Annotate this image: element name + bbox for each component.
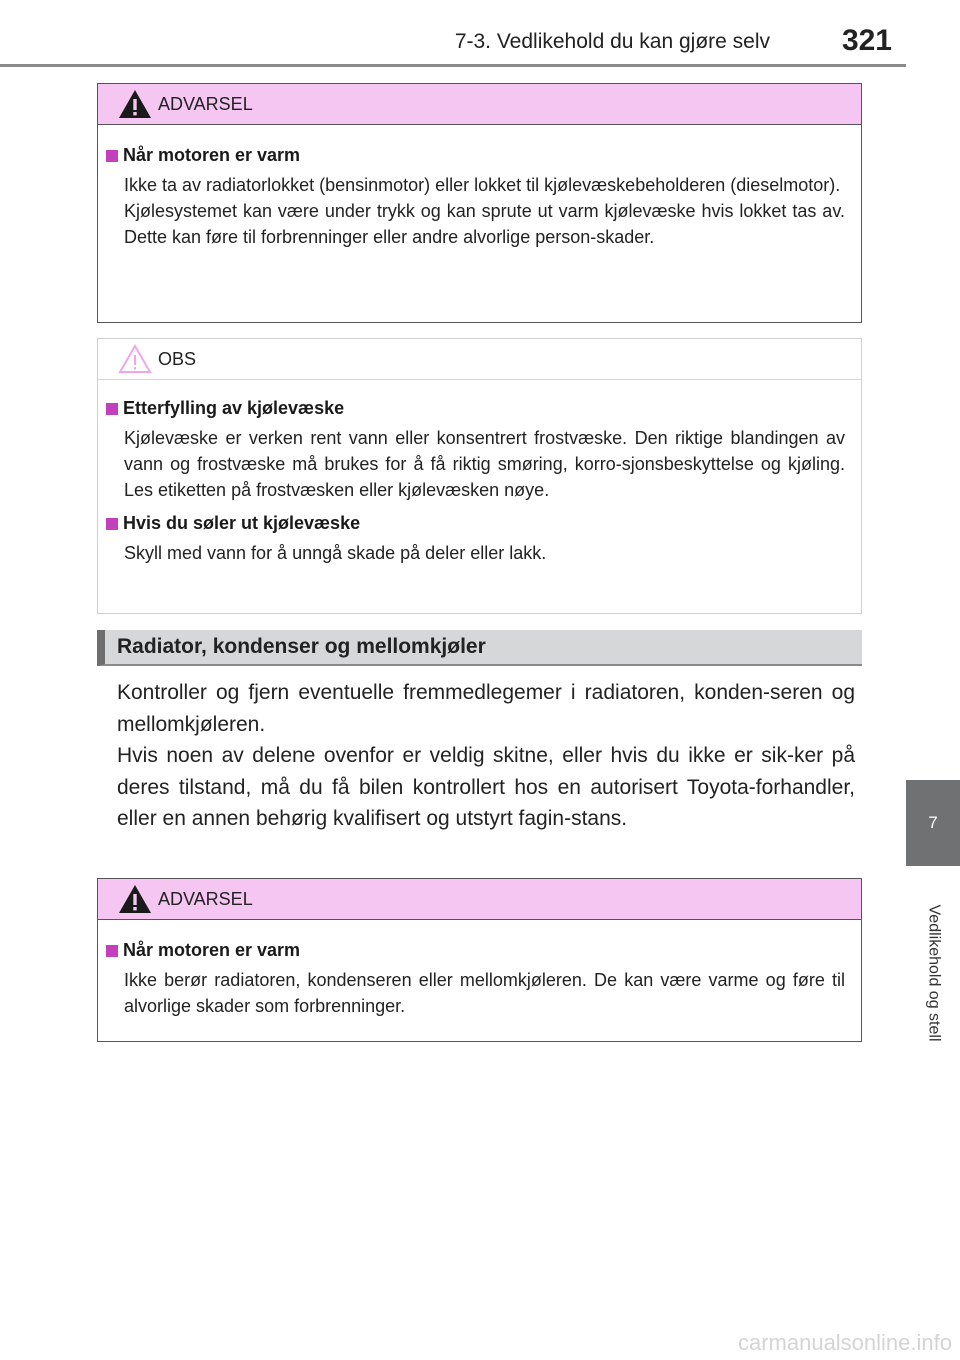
warning-heading — [106, 145, 845, 166]
page-number: 321 — [841, 24, 892, 57]
page-header-title: 7-3. Vedlikehold du kan gjøre selv — [454, 30, 770, 53]
notice-heading-text: Etterfylling av kjølevæske — [123, 398, 345, 418]
section-body — [117, 677, 855, 835]
warning-triangle-icon — [118, 88, 152, 120]
warning-box-header — [98, 84, 861, 125]
notice-heading — [106, 513, 845, 534]
watermark: carmanualsonline.info — [737, 1330, 952, 1355]
warning-box-radiator-hot — [97, 878, 862, 1042]
notice-label: OBS — [158, 348, 197, 369]
warning-box-body — [98, 125, 861, 250]
warning-box-engine-hot — [97, 83, 862, 323]
notice-paragraph: Kjølevæske er verken rent vann eller konsentrert frostvæske. Den riktige blandingen av vann og frostvæske må brukes for å få riktig smøring, korro-sjonsbeskyttelse og kjøling. Les etiketten på frostvæsken eller kjølevæsken nøye. — [124, 428, 845, 500]
warning-box-body — [98, 920, 861, 1019]
warning-box-header — [98, 879, 861, 920]
bullet-square-icon — [106, 150, 118, 162]
header-rule — [0, 64, 906, 67]
notice-heading-text: Hvis du søler ut kjølevæske — [123, 513, 361, 533]
warning-label: ADVARSEL — [158, 888, 253, 909]
warning-paragraph: Ikke berør radiatoren, kondenseren eller mellomkjøleren. De kan være varme og føre til alvorlige skader som forbrenninger. — [124, 970, 845, 1016]
notice-box-coolant — [97, 338, 862, 614]
notice-heading — [106, 398, 845, 419]
caution-triangle-icon — [118, 343, 152, 375]
section-heading — [97, 630, 862, 666]
chapter-side-label — [906, 878, 960, 1068]
warning-paragraph: Ikke ta av radiatorlokket (bensinmotor) eller lokket til kjølevæskebeholderen (dieselmotor). — [124, 175, 841, 195]
warning-heading-text: Når motoren er varm — [123, 940, 301, 960]
notice-paragraph: Skyll med vann for å unngå skade på deler eller lakk. — [124, 543, 547, 563]
notice-box-body — [98, 380, 861, 566]
warning-paragraph: Kjølesystemet kan være under trykk og kan sprute ut varm kjølevæske hvis lokket tas av. Dette kan føre til forbrenninger eller andre alvorlige person-skader. — [124, 201, 845, 247]
body-paragraph: Kontroller og fjern eventuelle fremmedlegemer i radiatoren, konden-seren og mellomkjøleren. — [117, 681, 855, 736]
warning-heading-text: Når motoren er varm — [123, 145, 301, 165]
bullet-square-icon — [106, 403, 118, 415]
notice-box-header — [98, 339, 861, 380]
chapter-label: Vedlikehold og stell — [925, 904, 943, 1042]
chapter-number: 7 — [928, 813, 938, 832]
bullet-square-icon — [106, 518, 118, 530]
chapter-tab — [906, 780, 960, 866]
body-paragraph: Hvis noen av delene ovenfor er veldig skitne, eller hvis du ikke er sik-ker på deres tilstand, må du få bilen kontrollert hos en autorisert Toyota-forhandler, eller en annen behørig kvalifisert og utstyrt fagin-stans. — [117, 744, 855, 830]
warning-label: ADVARSEL — [158, 93, 253, 114]
warning-heading — [106, 940, 845, 961]
warning-triangle-icon — [118, 883, 152, 915]
section-heading-text: Radiator, kondenser og mellomkjøler — [117, 635, 486, 658]
bullet-square-icon — [106, 945, 118, 957]
